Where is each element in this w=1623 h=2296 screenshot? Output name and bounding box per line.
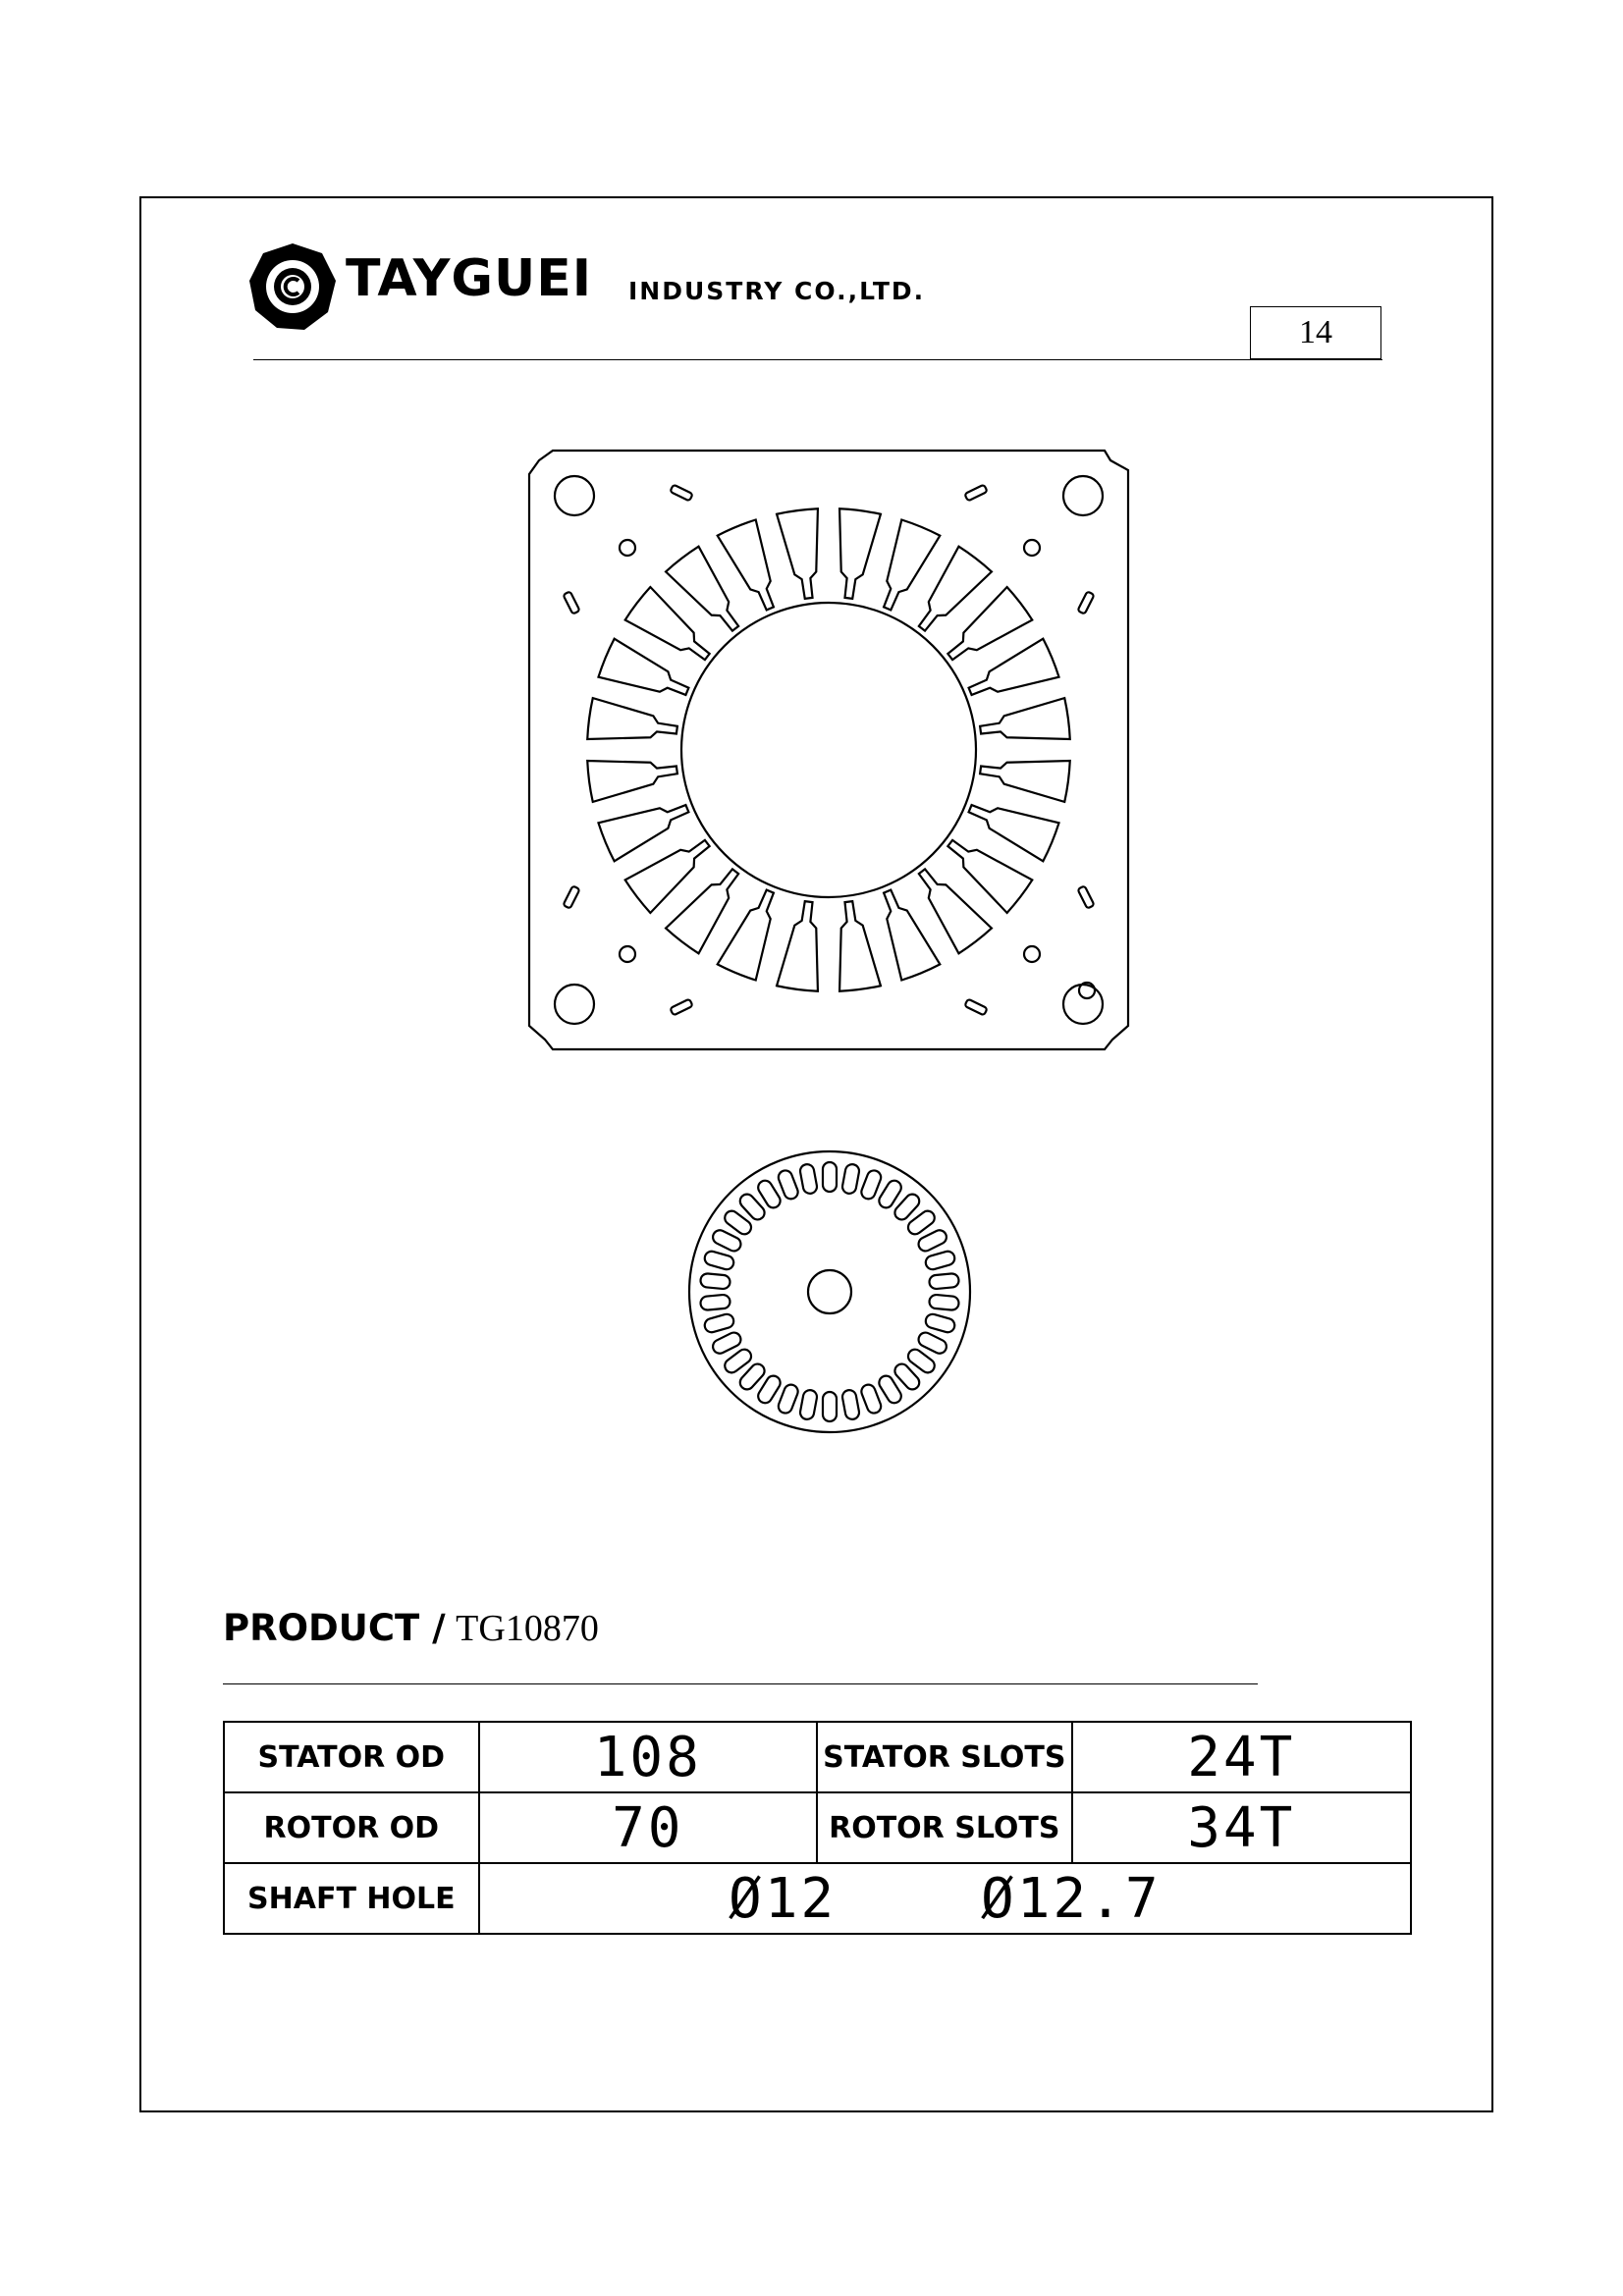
product-rule — [223, 1683, 1258, 1684]
stator-slot — [777, 508, 818, 599]
locator-mark — [1077, 885, 1094, 908]
stator-lamination — [529, 451, 1128, 1049]
rotor-outline — [689, 1151, 970, 1432]
stator-slot — [839, 508, 881, 599]
rotor-slot — [799, 1163, 818, 1195]
rotor-slots-label: ROTOR SLOTS — [817, 1792, 1072, 1863]
table-row — [224, 1792, 1411, 1863]
rotor-slots-value: 34T — [1072, 1792, 1411, 1863]
rivet-hole — [1024, 946, 1040, 962]
tayguei-logo-icon — [247, 241, 338, 332]
rivet-hole — [620, 946, 635, 962]
rotor-od-value: 70 — [479, 1792, 817, 1863]
locator-mark — [964, 999, 987, 1016]
mounting-hole — [555, 985, 594, 1024]
stator-slot — [980, 698, 1070, 739]
rotor-slot — [859, 1383, 883, 1415]
stator-slot — [666, 869, 738, 953]
rotor-slot — [777, 1383, 800, 1415]
rotor-slot — [841, 1163, 860, 1195]
stator-slot — [666, 547, 738, 631]
mounting-hole — [1063, 476, 1103, 515]
mounting-hole — [555, 476, 594, 515]
product-title — [223, 1607, 599, 1649]
rotor-slot — [703, 1312, 735, 1334]
stator-od-value: 108 — [479, 1722, 817, 1792]
lamination-drawing — [481, 393, 1168, 1580]
stator-slot — [839, 901, 881, 991]
stator-slot — [919, 869, 992, 953]
rotor-slot — [700, 1294, 730, 1310]
rotor-slot — [929, 1294, 959, 1310]
rotor-slot — [823, 1392, 837, 1421]
rotor-lamination — [689, 1151, 970, 1432]
stator-bore — [681, 603, 976, 897]
rotor-slot — [924, 1250, 956, 1271]
shaft-hole-label: SHAFT HOLE — [224, 1863, 479, 1934]
rotor-slot — [841, 1389, 860, 1420]
rivet-hole — [1024, 540, 1040, 556]
locator-mark — [670, 485, 692, 502]
rotor-od-label: ROTOR OD — [224, 1792, 479, 1863]
rotor-slot — [859, 1168, 883, 1201]
shaft-hole — [808, 1270, 851, 1313]
product-code: TG10870 — [456, 1608, 599, 1649]
stator-od-label: STATOR OD — [224, 1722, 479, 1792]
stator-slot — [947, 587, 1032, 660]
rotor-slot — [799, 1389, 818, 1420]
stator-slot — [980, 761, 1070, 802]
mounting-hole — [1063, 985, 1103, 1024]
stator-slot — [587, 698, 677, 739]
header-rule — [253, 359, 1382, 360]
rotor-slot — [823, 1162, 837, 1192]
company-name: TAYGUEI — [346, 249, 593, 308]
locator-mark — [563, 885, 579, 908]
page-number: 14 — [1250, 306, 1381, 359]
stator-slot — [777, 901, 818, 991]
locator-mark — [563, 591, 579, 614]
stator-slot — [919, 547, 992, 631]
shaft-hole-value: Ø12 Ø12.7 — [479, 1863, 1411, 1934]
stator-slot — [625, 587, 710, 660]
rotor-slot — [929, 1273, 959, 1290]
stator-slot — [587, 761, 677, 802]
stator-slots-value: 24T — [1072, 1722, 1411, 1792]
stator-slot — [947, 840, 1032, 913]
rotor-slot — [777, 1168, 800, 1201]
locator-mark — [670, 999, 692, 1016]
stator-slot — [625, 840, 710, 913]
locator-mark — [1077, 591, 1094, 614]
company-suffix: INDUSTRY CO.,LTD. — [628, 277, 926, 305]
product-label: PRODUCT / — [223, 1607, 446, 1649]
rotor-slot — [924, 1312, 956, 1334]
rotor-slot — [703, 1250, 735, 1271]
rotor-slot — [700, 1273, 730, 1290]
spec-table — [223, 1721, 1412, 1935]
table-row — [224, 1722, 1411, 1792]
locator-mark — [964, 485, 987, 502]
rivet-hole — [620, 540, 635, 556]
table-row — [224, 1863, 1411, 1934]
stator-slots-label: STATOR SLOTS — [817, 1722, 1072, 1792]
